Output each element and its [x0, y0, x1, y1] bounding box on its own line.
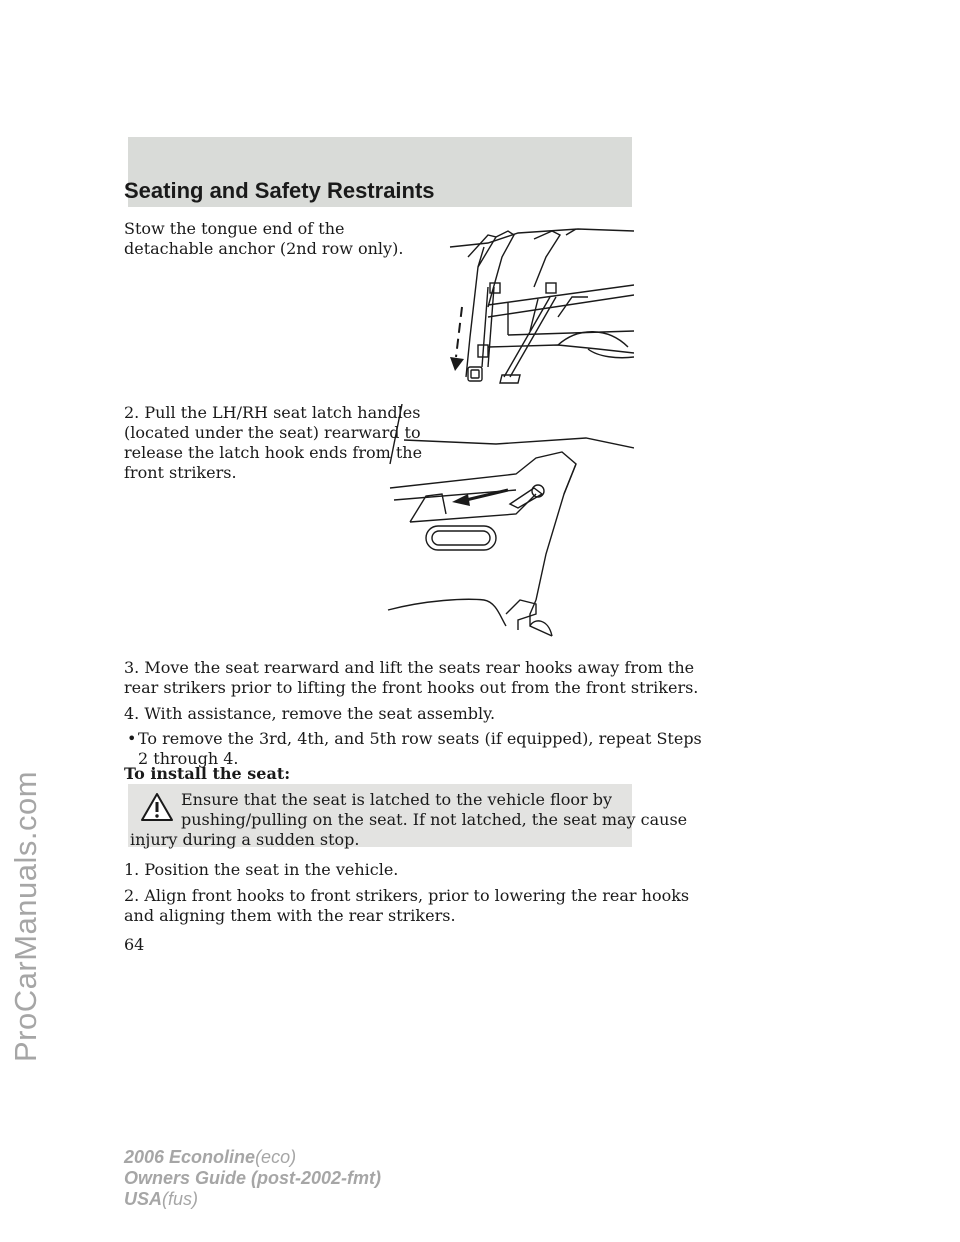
seatbelt-stow-illustration: [448, 227, 634, 387]
step3-line-1: 3. Move the seat rearward and lift the seats rear hooks away from the: [124, 658, 695, 677]
seat-latch-handle-illustration: [386, 404, 634, 642]
intro-line-2: detachable anchor (2nd row only).: [124, 239, 404, 258]
bullet-line-2: 2 through 4.: [138, 749, 239, 768]
bullet-line-1: To remove the 3rd, 4th, and 5th row seats (if equipped), repeat Steps: [138, 729, 702, 748]
warning-line-2: pushing/pulling on the seat. If not latched, the seat may cause: [181, 810, 688, 829]
install-step2-line-1: 2. Align front hooks to front strikers, prior to lowering the rear hooks: [124, 886, 690, 905]
install-step1: 1. Position the seat in the vehicle.: [124, 860, 399, 879]
step2-line-4: front strikers.: [124, 463, 237, 482]
footer-guide: Owners Guide (post-2002-fmt): [124, 1168, 382, 1188]
footer-line-3: [124, 1188, 198, 1210]
step4-text: 4. With assistance, remove the seat assembly.: [124, 704, 496, 723]
bullet-marker: •: [127, 729, 137, 748]
step2-line-2: (located under the seat) rearward to: [124, 423, 421, 442]
install-heading: To install the seat:: [124, 764, 291, 783]
step2-line-3: release the latch hook ends from the: [124, 443, 423, 462]
footer-line-2: [124, 1167, 381, 1189]
footer-market-code: (fus): [162, 1189, 199, 1209]
warning-icon: [140, 792, 174, 822]
warning-line-1: Ensure that the seat is latched to the vehicle floor by: [181, 790, 613, 809]
step3-line-2: rear strikers prior to lifting the front hooks out from the front strikers.: [124, 678, 699, 697]
install-step2-line-2: and aligning them with the rear strikers.: [124, 906, 456, 925]
warning-line-3: injury during a sudden stop.: [130, 830, 360, 849]
intro-line-1: Stow the tongue end of the: [124, 219, 345, 238]
footer-line-1: [124, 1146, 296, 1168]
section-title: Seating and Safety Restraints: [124, 178, 435, 203]
step2-line-1: 2. Pull the LH/RH seat latch handles: [124, 403, 421, 422]
footer-model-code: (eco): [255, 1147, 297, 1167]
footer-market: USA: [124, 1189, 163, 1209]
watermark: ProCarManuals.com: [8, 770, 43, 1062]
footer-model: 2006 Econoline: [124, 1147, 256, 1167]
page-number: 64: [124, 935, 145, 954]
